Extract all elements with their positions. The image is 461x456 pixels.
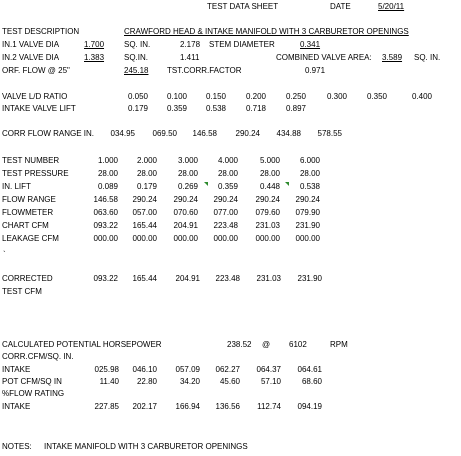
table-cell: 070.60 [173, 208, 198, 217]
date-value: 5/20/11 [378, 2, 405, 11]
valve-lift-value: 0.179 [127, 104, 148, 113]
table-cell: 146.58 [93, 195, 118, 204]
table-cell: 0.448 [259, 182, 280, 191]
corrected-cfm-value: 231.03 [256, 274, 281, 283]
intake-rating-label: INTAKE [2, 402, 31, 411]
corr-flow-range-value: 578.55 [317, 129, 342, 138]
table-cell: 057.00 [132, 208, 157, 217]
pot-cfm-value: 68.60 [301, 377, 322, 386]
table-cell: 165.44 [132, 221, 157, 230]
corr-flow-range-value: 290.24 [235, 129, 260, 138]
stem-diameter-value: 0.341 [300, 40, 321, 49]
table-cell: 0.359 [217, 182, 238, 191]
table-row-label: TEST NUMBER [2, 156, 60, 165]
table-cell: 063.60 [93, 208, 118, 217]
combined-valve-area-value: 3.589 [382, 53, 403, 62]
at-symbol: @ [262, 340, 271, 349]
valve-ld-ratio-label: VALVE L/D RATIO [2, 92, 68, 101]
test-cfm-label: TEST CFM [2, 287, 42, 296]
corr-factor-value: 0.971 [305, 66, 326, 75]
ld-ratio-value: 0.200 [245, 92, 266, 101]
intake-cfm-value: 064.37 [256, 365, 281, 374]
corr-flow-range-label: CORR FLOW RANGE IN. [2, 129, 95, 138]
corrected-label: CORRECTED [2, 274, 53, 283]
table-cell: 0.269 [177, 182, 198, 191]
corrected-cfm-value: 093.22 [93, 274, 118, 283]
pot-cfm-value: 45.60 [219, 377, 240, 386]
corr-flow-range-value: 069.50 [152, 129, 177, 138]
table-cell: 28.00 [299, 169, 320, 178]
pot-cfm-value: 11.40 [99, 377, 119, 386]
table-cell: 000.00 [213, 234, 238, 243]
intake-rating-value: 094.19 [297, 402, 322, 411]
table-row-label: CHART CFM [2, 221, 49, 230]
orf-flow-value: 245.18 [124, 66, 149, 75]
in1-valve-dia-label: IN.1 VALVE DIA [2, 40, 60, 49]
notes-label: NOTES: [2, 442, 32, 451]
corrected-cfm-value: 204.91 [175, 274, 200, 283]
intake-cfm-value: 025.98 [94, 365, 119, 374]
in2-valve-dia-label: IN.2 VALVE DIA [2, 53, 60, 62]
table-cell: 290.24 [255, 195, 280, 204]
combined-unit: SQ. IN. [414, 53, 441, 62]
table-row-label: FLOW RANGE [2, 195, 56, 204]
corr-flow-range-value: 146.58 [192, 129, 217, 138]
table-cell: 1.000 [97, 156, 118, 165]
corrected-cfm-value: 223.48 [215, 274, 240, 283]
intake-cfm-value: 064.61 [297, 365, 322, 374]
intake-rating-value: 202.17 [132, 402, 157, 411]
table-cell: 6.000 [299, 156, 320, 165]
ld-ratio-value: 0.250 [285, 92, 306, 101]
intake-cfm-label: INTAKE [2, 365, 31, 374]
intake-rating-value: 136.56 [215, 402, 240, 411]
table-cell: 000.00 [255, 234, 280, 243]
table-cell: 290.24 [295, 195, 320, 204]
table-cell: 28.00 [97, 169, 118, 178]
table-cell: 000.00 [132, 234, 157, 243]
sheet-title: TEST DATA SHEET [207, 2, 279, 11]
test-description-label: TEST DESCRIPTION [2, 27, 80, 36]
in2-unit: SQ.IN. [124, 53, 149, 62]
table-cell: 000.00 [93, 234, 118, 243]
horsepower-label: CALCULATED POTENTIAL HORSEPOWER [2, 340, 162, 349]
table-cell: 28.00 [259, 169, 280, 178]
table-cell: 28.00 [177, 169, 198, 178]
pot-cfm-label: POT CFM/SQ IN [2, 377, 62, 386]
table-row-label: TEST PRESSURE [2, 169, 69, 178]
intake-cfm-value: 057.09 [175, 365, 200, 374]
corr-flow-range-value: 434.88 [276, 129, 301, 138]
notes-text: INTAKE MANIFOLD WITH 3 CARBURETOR OPENINGS [44, 442, 248, 451]
rpm-label: RPM [330, 340, 348, 349]
intake-rating-value: 112.74 [257, 402, 281, 411]
ld-ratio-value: 0.400 [411, 92, 432, 101]
table-cell: 290.24 [173, 195, 198, 204]
ld-ratio-value: 0.150 [205, 92, 226, 101]
stem-diameter-label: STEM DIAMETER [209, 40, 275, 49]
table-cell: 290.24 [132, 195, 157, 204]
pot-cfm-value: 34.20 [179, 377, 200, 386]
intake-cfm-value: 046.10 [132, 365, 157, 374]
table-cell: 223.48 [213, 221, 238, 230]
valve-lift-value: 0.897 [285, 104, 306, 113]
ld-ratio-value: 0.100 [166, 92, 187, 101]
corr-factor-label: TST.CORR.FACTOR [167, 66, 242, 75]
ld-ratio-value: 0.350 [366, 92, 387, 101]
valve-lift-value: 0.718 [245, 104, 266, 113]
table-cell: 28.00 [136, 169, 157, 178]
table-cell: 079.60 [255, 208, 280, 217]
table-row-label: IN. LIFT [2, 182, 31, 191]
table-row-label: LEAKAGE CFM [2, 234, 59, 243]
table-cell: 0.538 [299, 182, 320, 191]
table-cell: 204.91 [173, 221, 198, 230]
table-cell: 0.179 [136, 182, 157, 191]
table-cell: 000.00 [173, 234, 198, 243]
corr-flow-range-value: 034.95 [110, 129, 135, 138]
table-cell: 093.22 [93, 221, 118, 230]
pot-cfm-value: 57.10 [260, 377, 281, 386]
combined-valve-area-label: COMBINED VALVE AREA: [276, 53, 372, 62]
test-description-value: CRAWFORD HEAD & INTAKE MANIFOLD WITH 3 CARBURETOR OPENINGS [124, 27, 409, 36]
date-label: DATE [330, 2, 351, 11]
table-cell: 4.000 [217, 156, 238, 165]
intake-rating-value: 227.85 [94, 402, 119, 411]
table-cell: 000.00 [295, 234, 320, 243]
corrected-cfm-value: 231.90 [297, 274, 322, 283]
ld-ratio-value: 0.050 [127, 92, 148, 101]
table-cell: 231.03 [255, 221, 280, 230]
in1-area: 2.178 [180, 40, 201, 49]
valve-lift-value: 0.538 [205, 104, 226, 113]
table-cell: 231.90 [295, 221, 320, 230]
valve-lift-value: 0.359 [166, 104, 187, 113]
intake-valve-lift-label: INTAKE VALVE LIFT [2, 104, 76, 113]
pot-cfm-value: 22.80 [136, 377, 157, 386]
rpm-value: 6102 [289, 340, 307, 349]
table-cell: 28.00 [217, 169, 238, 178]
tick-mark: ` [3, 250, 6, 259]
table-cell: 077.00 [213, 208, 238, 217]
in1-valve-dia-value: 1.700 [84, 40, 105, 49]
table-cell: 079.90 [295, 208, 320, 217]
corr-cfm-sq-in-heading: CORR.CFM/SQ. IN. [2, 352, 74, 361]
intake-cfm-value: 062.27 [215, 365, 240, 374]
table-cell: 2.000 [136, 156, 157, 165]
intake-rating-value: 166.94 [175, 402, 200, 411]
table-row-label: FLOWMETER [2, 208, 54, 217]
ld-ratio-value: 0.300 [326, 92, 347, 101]
table-cell: 3.000 [177, 156, 198, 165]
table-cell: 5.000 [259, 156, 280, 165]
flow-rating-heading: %FLOW RATING [2, 389, 65, 398]
corrected-cfm-value: 165.44 [132, 274, 157, 283]
in2-valve-dia-value: 1.383 [84, 53, 105, 62]
in1-unit: SQ. IN. [124, 40, 151, 49]
table-cell: 290.24 [213, 195, 238, 204]
orf-flow-label: ORF. FLOW @ 25" [2, 66, 70, 75]
table-cell: 0.089 [97, 182, 118, 191]
in2-area: 1.411 [180, 53, 200, 62]
horsepower-value: 238.52 [227, 340, 252, 349]
